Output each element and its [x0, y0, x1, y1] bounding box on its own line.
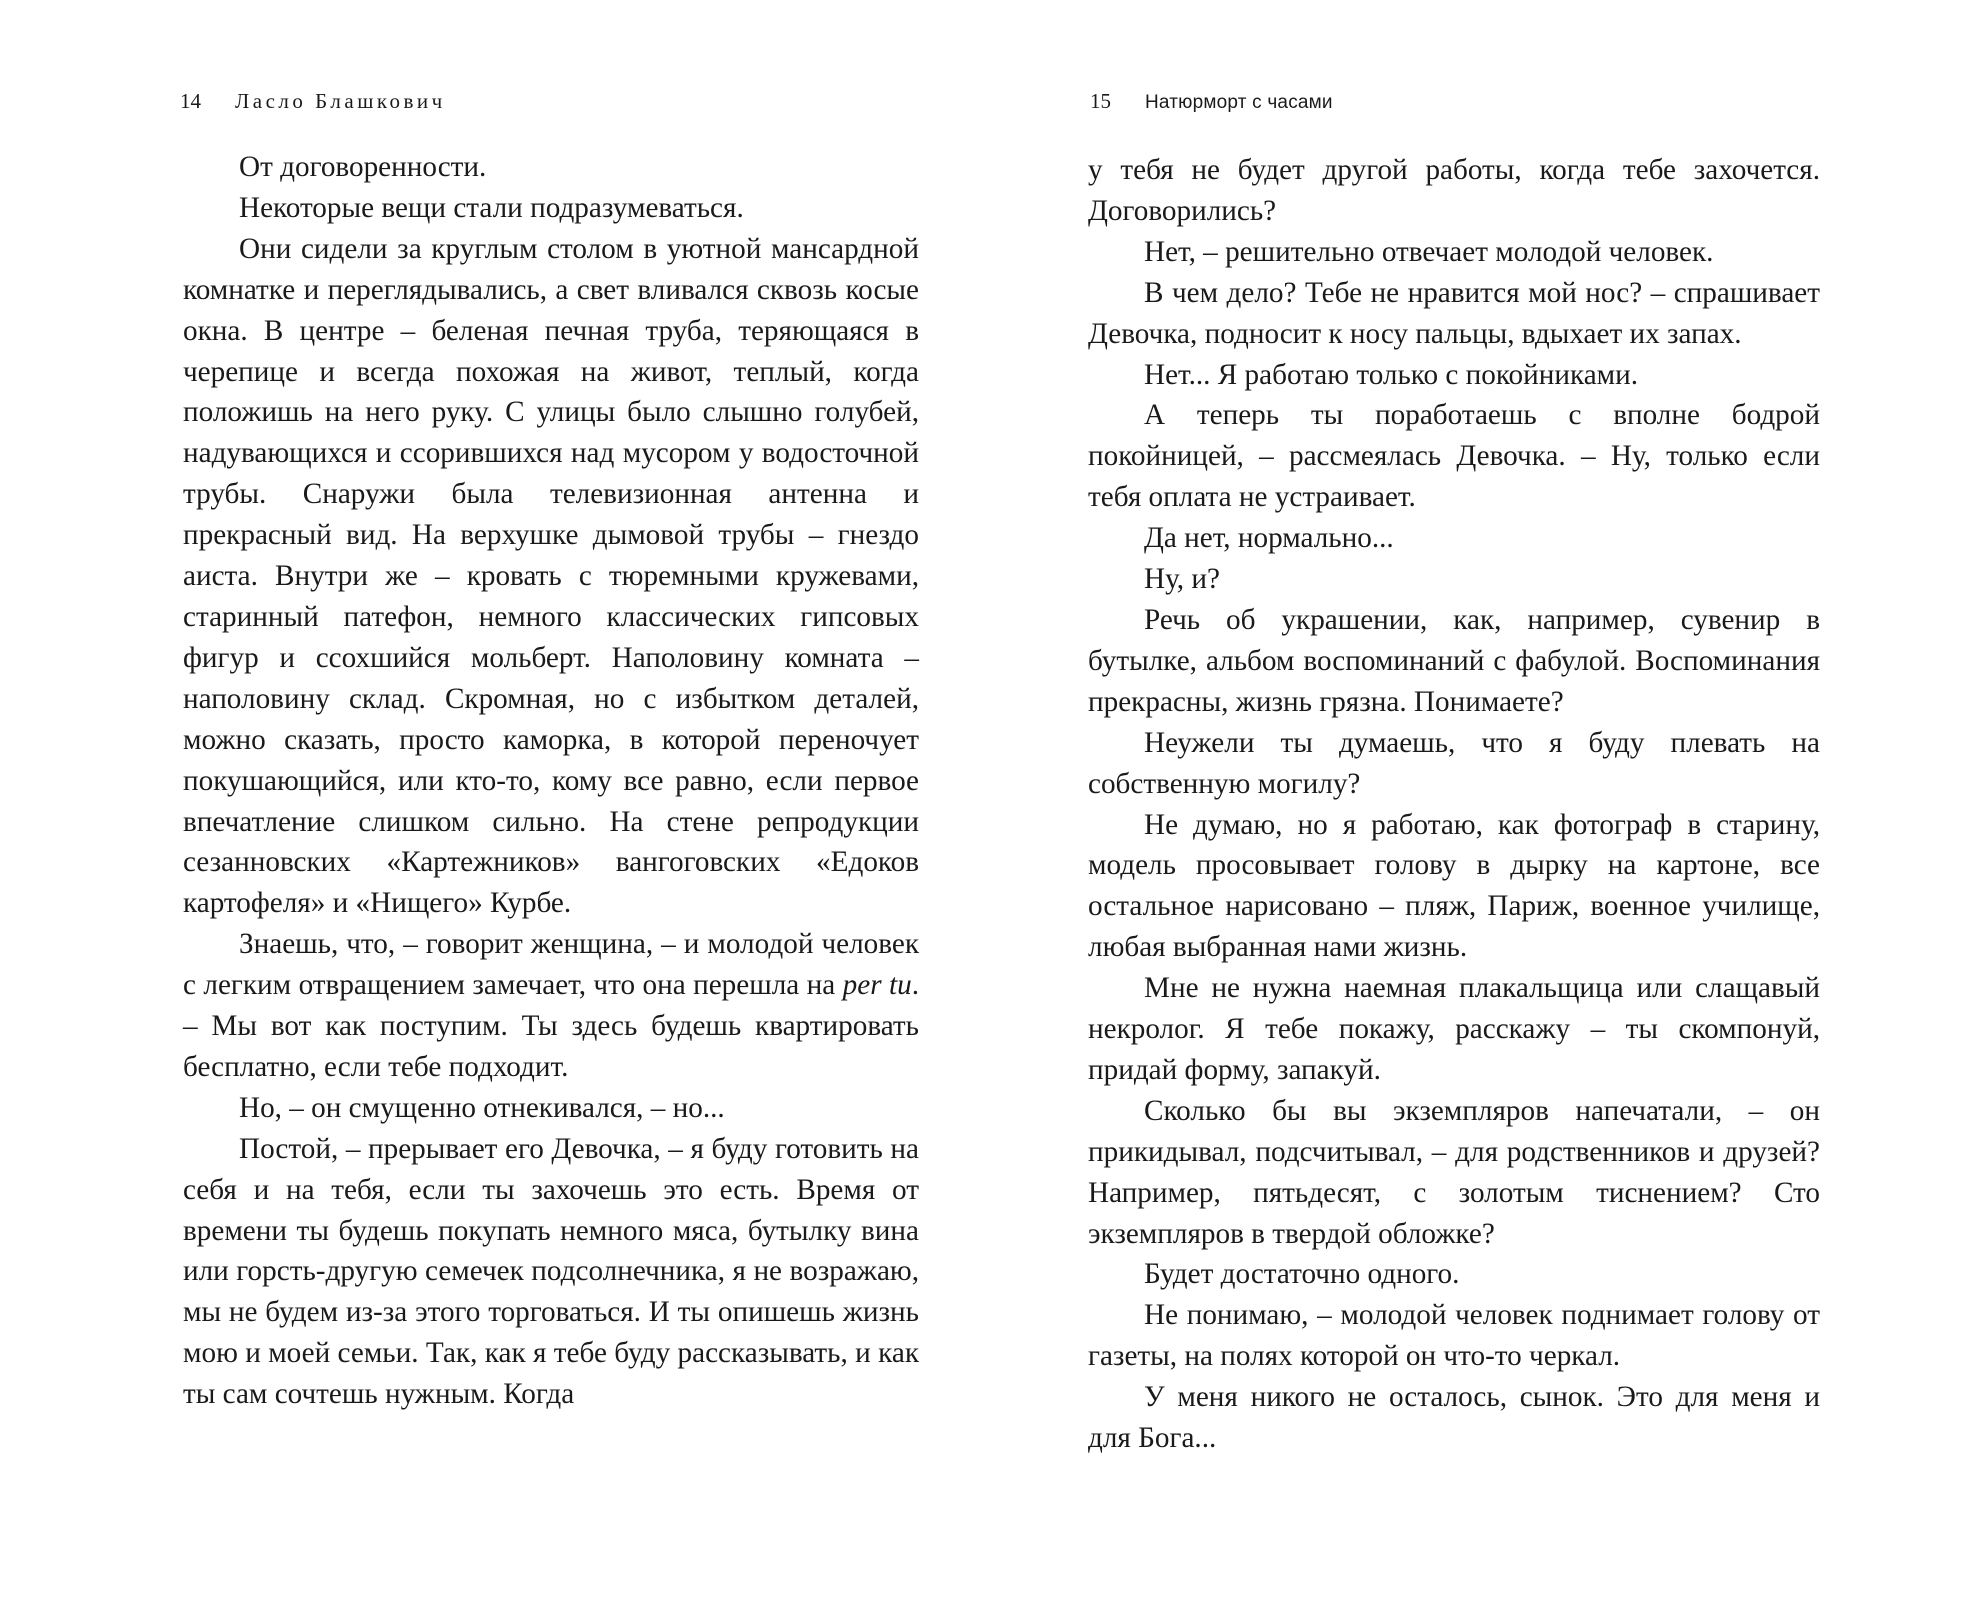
paragraph: Речь об украшении, как, например, сувенир в бутылке, альбом воспоминаний с фабулой. Воспоминания прекрасны, жизнь грязна. Понимаете?	[1088, 603, 1820, 718]
book-title: Натюрморт с часами	[1145, 92, 1333, 113]
paragraph-text: . – Мы вот как поступим. Ты здесь будешь квартировать бесплатно, если тебе подходит.	[183, 969, 919, 1083]
paragraph: Мне не нужна наемная плакальщица или слащавый некролог. Я тебе покажу, расскажу – ты скомпонуй, придай форму, запакуй.	[1088, 972, 1820, 1086]
left-running-head	[180, 86, 446, 116]
paragraph: Ну, и?	[1144, 563, 1220, 596]
paragraph: Нет... Я работаю только с покойниками.	[1144, 358, 1639, 391]
right-running-head	[1090, 86, 1333, 118]
paragraph: Нет, – решительно отвечает молодой человек.	[1144, 235, 1714, 268]
paragraph: А теперь ты поработаешь с вполне бодрой покойницей, – рассмеялась Девочка. – Ну, только если тебя оплата не устраивает.	[1088, 399, 1820, 514]
italic-phrase: per tu	[842, 969, 912, 1002]
paragraph	[183, 924, 919, 1088]
paragraph: Они сидели за круглым столом в уютной мансардной комнатке и переглядывались, а свет вливался сквозь косые окна. В центре – беленая печная труба, теряющаяся в черепице и всегда похожая на живот, теплый, когда положишь на него руку. С улицы было слышно голубей, надувающихся и ссорившихся над мусором у водосточной трубы. Снаружи была телевизионная антенна и прекрасный вид. На верхушке дымовой трубы – гнездо аиста. Внутри же – кровать с тюремными кружевами, старинный патефон, немного классических гипсовых фигур и ссохшийся мольберт. Наполовину комната – наполовину склад. Скромная, но с избытком деталей, можно сказать, просто каморка, в которой переночует покушающийся, или кто-то, кому все равно, если первое впечатление слишком сильно. На стене репродукции сезанновских «Картежников» вангоговских «Едоков картофеля» и «Нищего» Курбе.	[183, 232, 919, 920]
paragraph: У меня никого не осталось, сынок. Это для меня и для Бога...	[1088, 1381, 1820, 1455]
paragraph: Постой, – прерывает его Девочка, – я буду готовить на себя и на тебя, если ты захочешь это есть. Время от времени ты будешь покупать немного мяса, бутылку вина или горсть-другую семечек подсолнечника, я не возражаю, мы не будем из-за этого торговаться. И ты опишешь жизнь мою и моей семьи. Так, как я тебе буду рассказывать, и как ты сам сочтешь нужным. Когда	[183, 1132, 919, 1411]
left-page-number: 14	[180, 89, 201, 113]
paragraph-continuation: у тебя не будет другой работы, когда тебе захочется. Договорились?	[1088, 154, 1820, 227]
paragraph: Будет достаточно одного.	[1144, 1258, 1460, 1291]
paragraph: Некоторые вещи стали подразумеваться.	[239, 191, 744, 224]
right-page-number: 15	[1090, 89, 1111, 113]
paragraph: Но, – он смущенно отнекивался, – но...	[239, 1091, 725, 1124]
paragraph: Не думаю, но я работаю, как фотограф в старину, модель просовывает голову в дырку на картоне, все остальное нарисовано – пляж, Париж, военное училище, любая выбранная нами жизнь.	[1088, 808, 1820, 964]
paragraph: В чем дело? Тебе не нравится мой нос? – спрашивает Девочка, подносит к носу пальцы, вдыхает их запах.	[1088, 276, 1820, 350]
paragraph-text: Знаешь, что, – говорит женщина, – и молодой человек с легким отвращением замечает, что она перешла на	[183, 928, 919, 1002]
paragraph: Сколько бы вы экземпляров напечатали, – он прикидывал, подсчитывал, – для родственников и друзей? Например, пятьдесят, с золотым тиснением? Сто экземпляров в твердой обложке?	[1088, 1094, 1820, 1250]
right-page	[986, 0, 1973, 1621]
paragraph: Не понимаю, – молодой человек поднимает голову от газеты, на полях которой он что-то черкал.	[1088, 1299, 1820, 1373]
left-body-text	[183, 147, 919, 1415]
paragraph: Да нет, нормально...	[1144, 522, 1394, 555]
author-name: Ласло Блашкович	[235, 89, 446, 113]
paragraph: От договоренности.	[239, 151, 487, 183]
left-page	[0, 0, 986, 1621]
right-body-text	[1088, 150, 1820, 1459]
paragraph: Неужели ты думаешь, что я буду плевать на собственную могилу?	[1088, 726, 1820, 800]
